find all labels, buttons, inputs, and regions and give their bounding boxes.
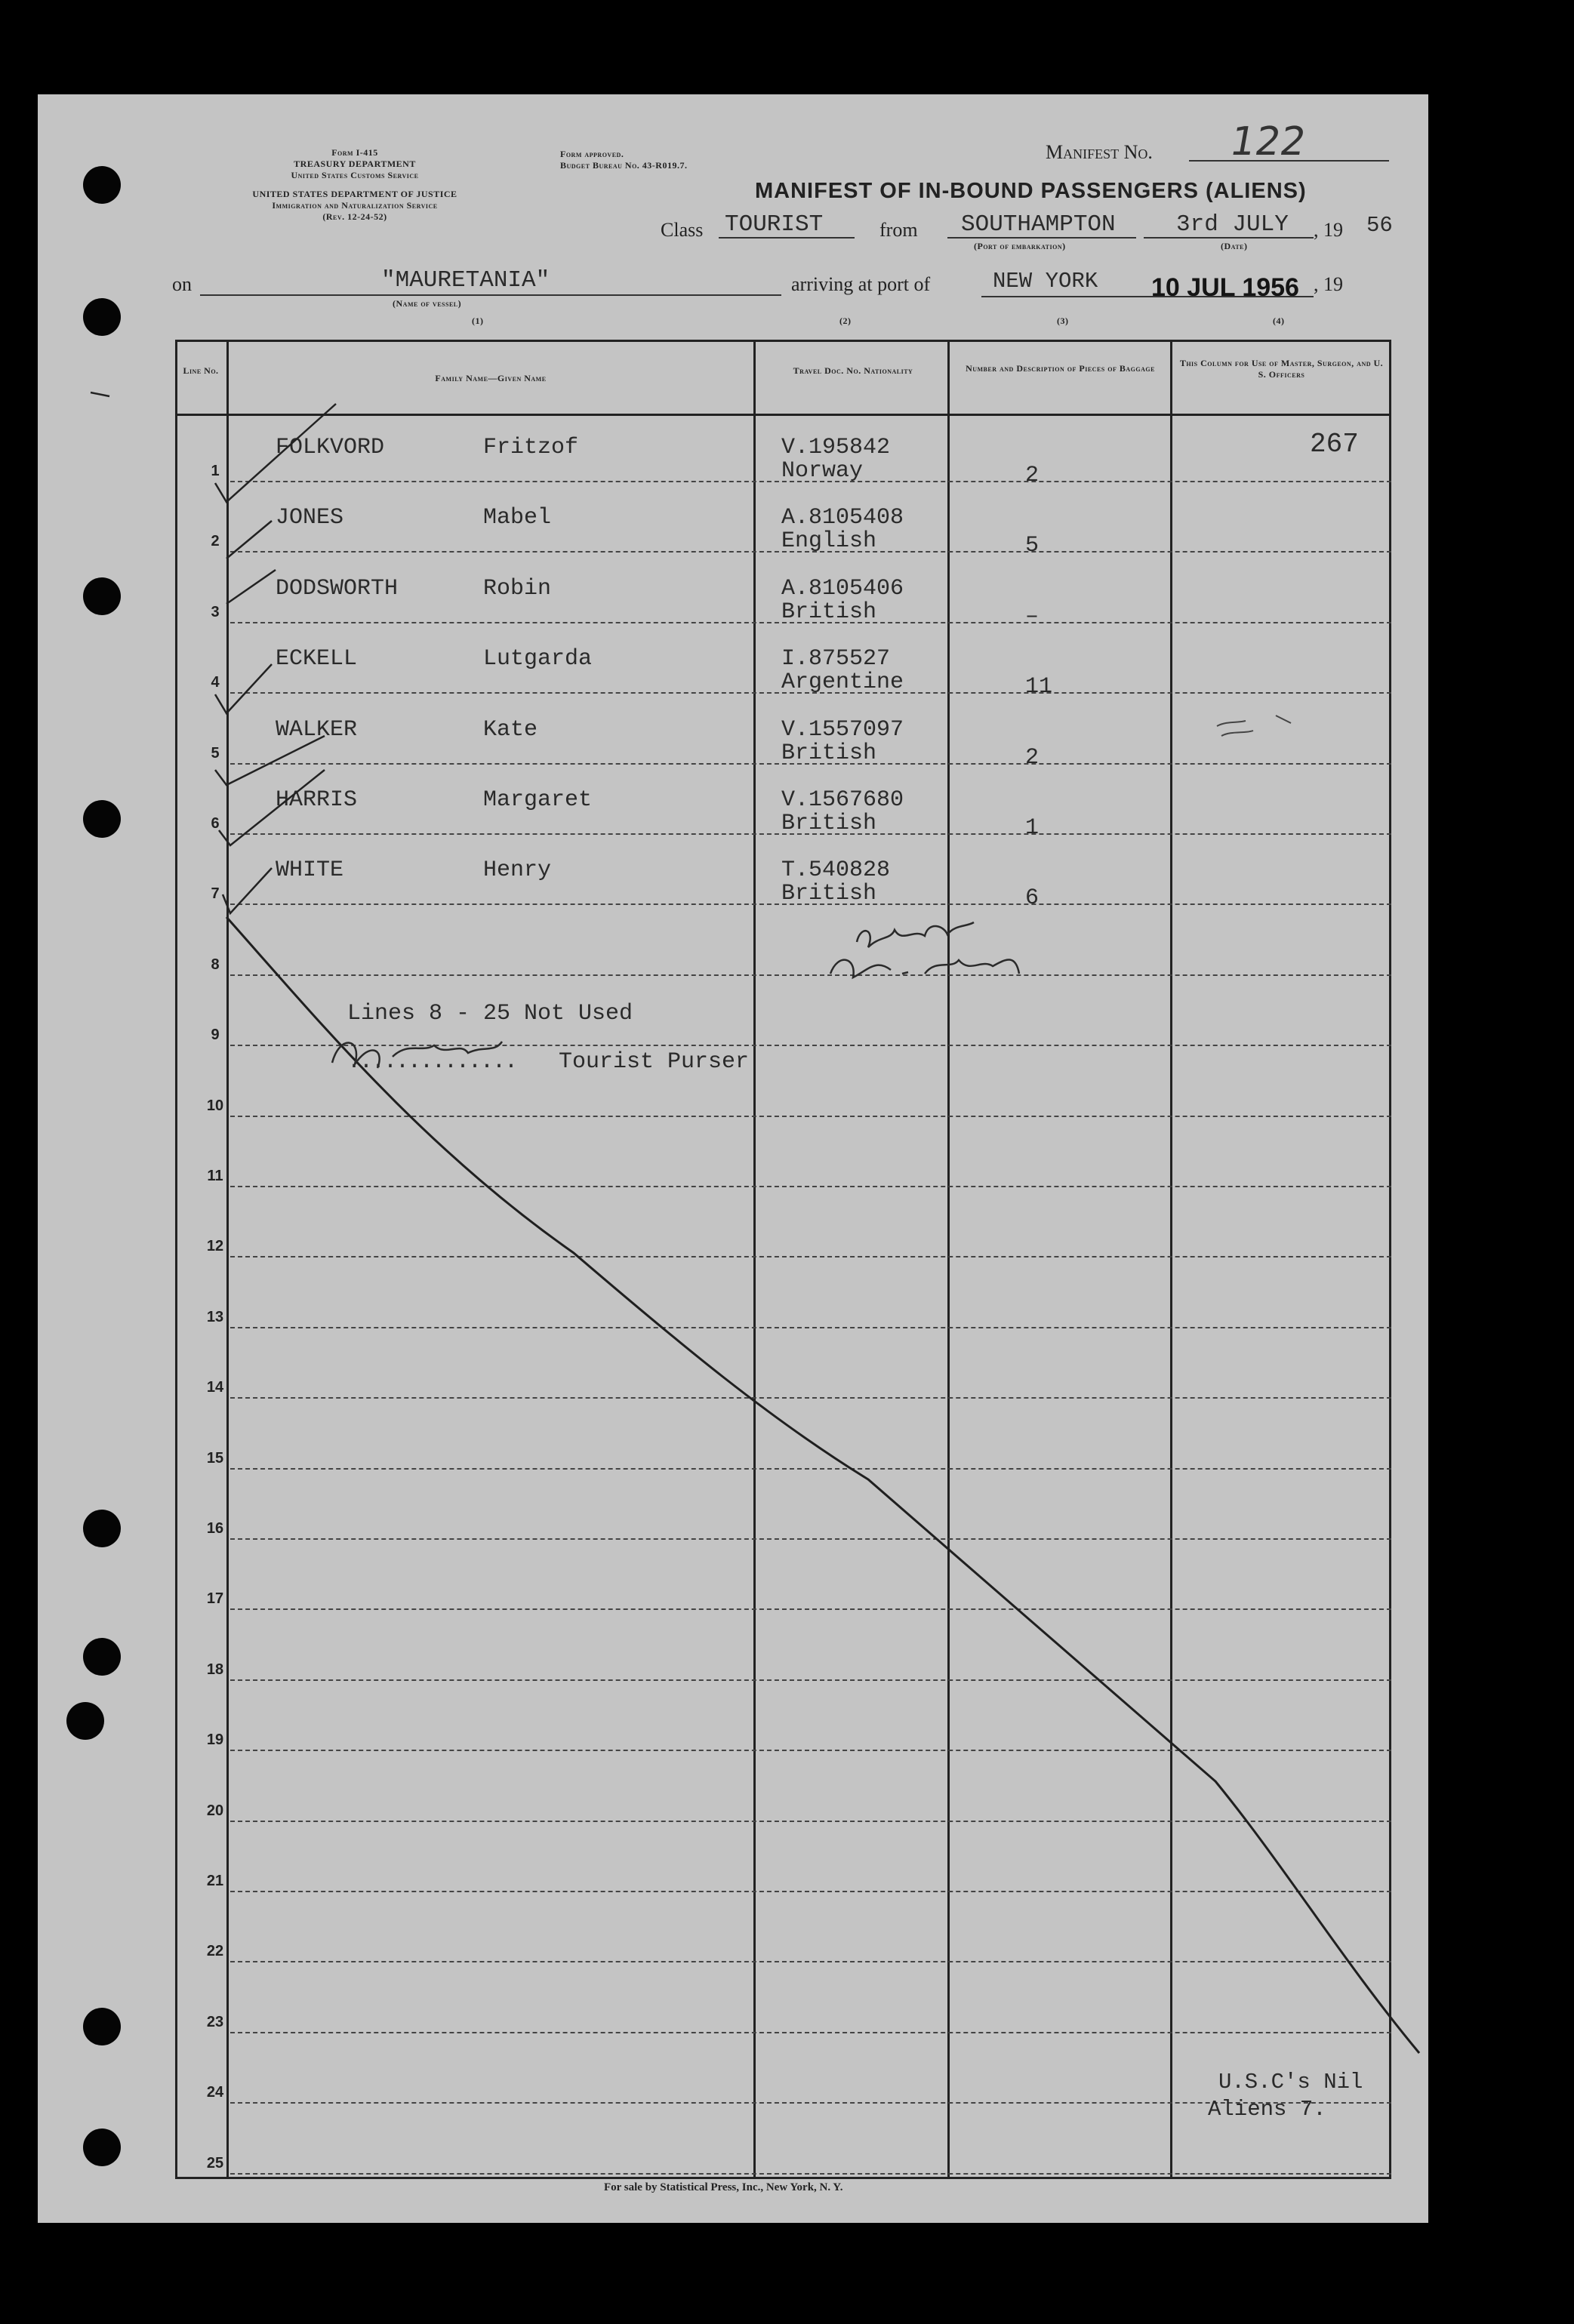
uscs-nil-note: U.S.C's Nil	[1218, 2070, 1363, 2095]
given-name: Margaret	[483, 787, 593, 813]
line-number: 8	[211, 956, 220, 973]
family-name: WHITE	[276, 857, 344, 883]
vessel-name: "MAURETANIA"	[381, 267, 550, 294]
given-name: Robin	[483, 576, 552, 602]
justice-dept: UNITED STATES DEPARTMENT OF JUSTICE	[252, 189, 457, 199]
line-number: 16	[206, 1520, 224, 1537]
col-header-officers: This Column for Use of Master, Surgeon, and U. S. Officers	[1179, 358, 1384, 380]
year2-prefix: , 19	[1314, 273, 1343, 295]
year-suffix: 56	[1366, 213, 1393, 238]
inspector-signature	[830, 922, 1019, 977]
given-name: Kate	[483, 717, 538, 743]
on-label: on	[172, 273, 192, 295]
baggage-count: –	[1025, 604, 1040, 629]
nationality: British	[781, 881, 877, 907]
line-number: 21	[206, 1873, 224, 1889]
travel-doc-number: V.1567680	[781, 787, 904, 813]
given-name: Mabel	[483, 505, 552, 531]
manifest-title: MANIFEST OF IN-BOUND PASSENGERS (ALIENS)	[755, 179, 1307, 203]
ins-service: Immigration and Naturalization Service	[272, 200, 438, 211]
line-number: 4	[211, 674, 220, 691]
arriving-label: arriving at port of	[791, 273, 931, 295]
col-header-baggage: Number and Description of Pieces of Baggage	[966, 363, 1155, 374]
line-number: 14	[206, 1379, 224, 1396]
nationality: British	[781, 740, 877, 766]
class-value: TOURIST	[725, 211, 824, 238]
date-caption: (Date)	[1221, 241, 1248, 251]
travel-doc-number: T.540828	[781, 857, 891, 883]
baggage-count: 2	[1025, 745, 1040, 771]
travel-doc-number: V.195842	[781, 435, 891, 460]
year-prefix: , 19	[1314, 219, 1343, 241]
arrival-port: NEW YORK	[993, 269, 1098, 294]
purser-dots: ..............	[347, 1049, 517, 1075]
baggage-count: 6	[1025, 885, 1040, 911]
line-number: 12	[206, 1238, 224, 1254]
nationality: British	[781, 599, 877, 625]
line-number: 3	[211, 604, 220, 620]
travel-doc-number: A.8105408	[781, 505, 904, 531]
line-number: 22	[206, 1943, 224, 1959]
nationality: Argentine	[781, 669, 904, 695]
treasury-dept: TREASURY DEPARTMENT	[294, 159, 416, 169]
check-mark	[215, 664, 272, 713]
baggage-count: 1	[1025, 815, 1040, 841]
port-of-embarkation: SOUTHAMPTON	[961, 211, 1116, 238]
nationality: English	[781, 528, 877, 554]
cancellation-diagonal-line	[226, 917, 1419, 2053]
tick-marks	[91, 392, 336, 913]
travel-doc-number: A.8105406	[781, 576, 904, 602]
vessel-caption: (Name of vessel)	[393, 298, 462, 309]
check-mark	[215, 736, 325, 785]
line-number: 5	[211, 745, 220, 762]
caption-4: (4)	[1273, 316, 1285, 326]
nationality: Norway	[781, 458, 864, 484]
embark-date: 3rd JULY	[1176, 211, 1289, 238]
class-label: Class	[661, 219, 704, 241]
col-header-line-no: Line No.	[183, 365, 219, 376]
check-mark	[226, 521, 272, 559]
line-number: 15	[206, 1450, 224, 1467]
family-name: WALKER	[276, 717, 358, 743]
aliens-count-note: Aliens 7.	[1208, 2097, 1326, 2122]
given-name: Henry	[483, 857, 552, 883]
check-mark	[226, 570, 276, 604]
given-name: Lutgarda	[483, 646, 593, 672]
travel-doc-number: I.875527	[781, 646, 891, 672]
line-number: 10	[206, 1097, 224, 1114]
family-name: ECKELL	[276, 646, 358, 672]
arrival-date-stamp: 10 JUL 1956	[1151, 273, 1299, 302]
printer-footer: For sale by Statistical Press, Inc., New York, N. Y.	[604, 2181, 843, 2193]
officer-remark: 267	[1310, 429, 1359, 460]
line-number: 11	[207, 1168, 223, 1184]
form-id: Form I-415	[331, 147, 378, 158]
family-name: FOLKVORD	[276, 435, 385, 460]
form-approved: Form approved.	[560, 149, 624, 159]
check-mark	[223, 868, 272, 913]
baggage-count: 2	[1025, 463, 1040, 488]
stray-mark	[1217, 716, 1291, 736]
lines-not-used-note: Lines 8 - 25 Not Used	[347, 1001, 633, 1027]
manifest-number: 122	[1226, 119, 1310, 165]
line-number: 23	[206, 2014, 224, 2030]
from-label: from	[879, 219, 918, 241]
baggage-count: 11	[1025, 674, 1053, 700]
line-number: 13	[206, 1309, 224, 1325]
customs-service: United States Customs Service	[291, 170, 419, 180]
family-name: HARRIS	[276, 787, 358, 813]
line-number: 9	[211, 1027, 220, 1043]
line-number: 18	[206, 1661, 224, 1678]
check-mark	[215, 404, 336, 502]
line-number: 2	[211, 533, 220, 549]
line-number: 25	[206, 2155, 224, 2172]
purser-title: Tourist Purser	[559, 1049, 750, 1075]
baggage-count: 5	[1025, 533, 1040, 559]
family-name: JONES	[276, 505, 344, 531]
line-number: 1	[211, 463, 220, 479]
line-number: 19	[206, 1731, 224, 1748]
line-number: 7	[211, 885, 220, 902]
nationality: British	[781, 811, 877, 836]
family-name: DODSWORTH	[276, 576, 399, 602]
travel-doc-number: V.1557097	[781, 717, 904, 743]
check-mark	[91, 392, 109, 396]
form-revision: (Rev. 12-24-52)	[322, 211, 387, 222]
col-header-travel-doc: Travel Doc. No. Nationality	[793, 365, 913, 376]
manifest-no-label: Manifest No.	[1046, 141, 1153, 163]
col-header-name: Family Name—Given Name	[435, 373, 547, 383]
port-caption: (Port of embarkation)	[974, 241, 1066, 251]
line-number: 17	[206, 1590, 224, 1607]
caption-3: (3)	[1057, 316, 1069, 326]
line-number: 24	[206, 2084, 224, 2101]
budget-bureau: Budget Bureau No. 43-R019.7.	[560, 160, 688, 171]
caption-2a: (2)	[839, 316, 852, 326]
given-name: Fritzof	[483, 435, 579, 460]
caption-1: (1)	[472, 316, 484, 326]
line-number: 20	[206, 1802, 224, 1819]
line-number: 6	[211, 815, 220, 832]
